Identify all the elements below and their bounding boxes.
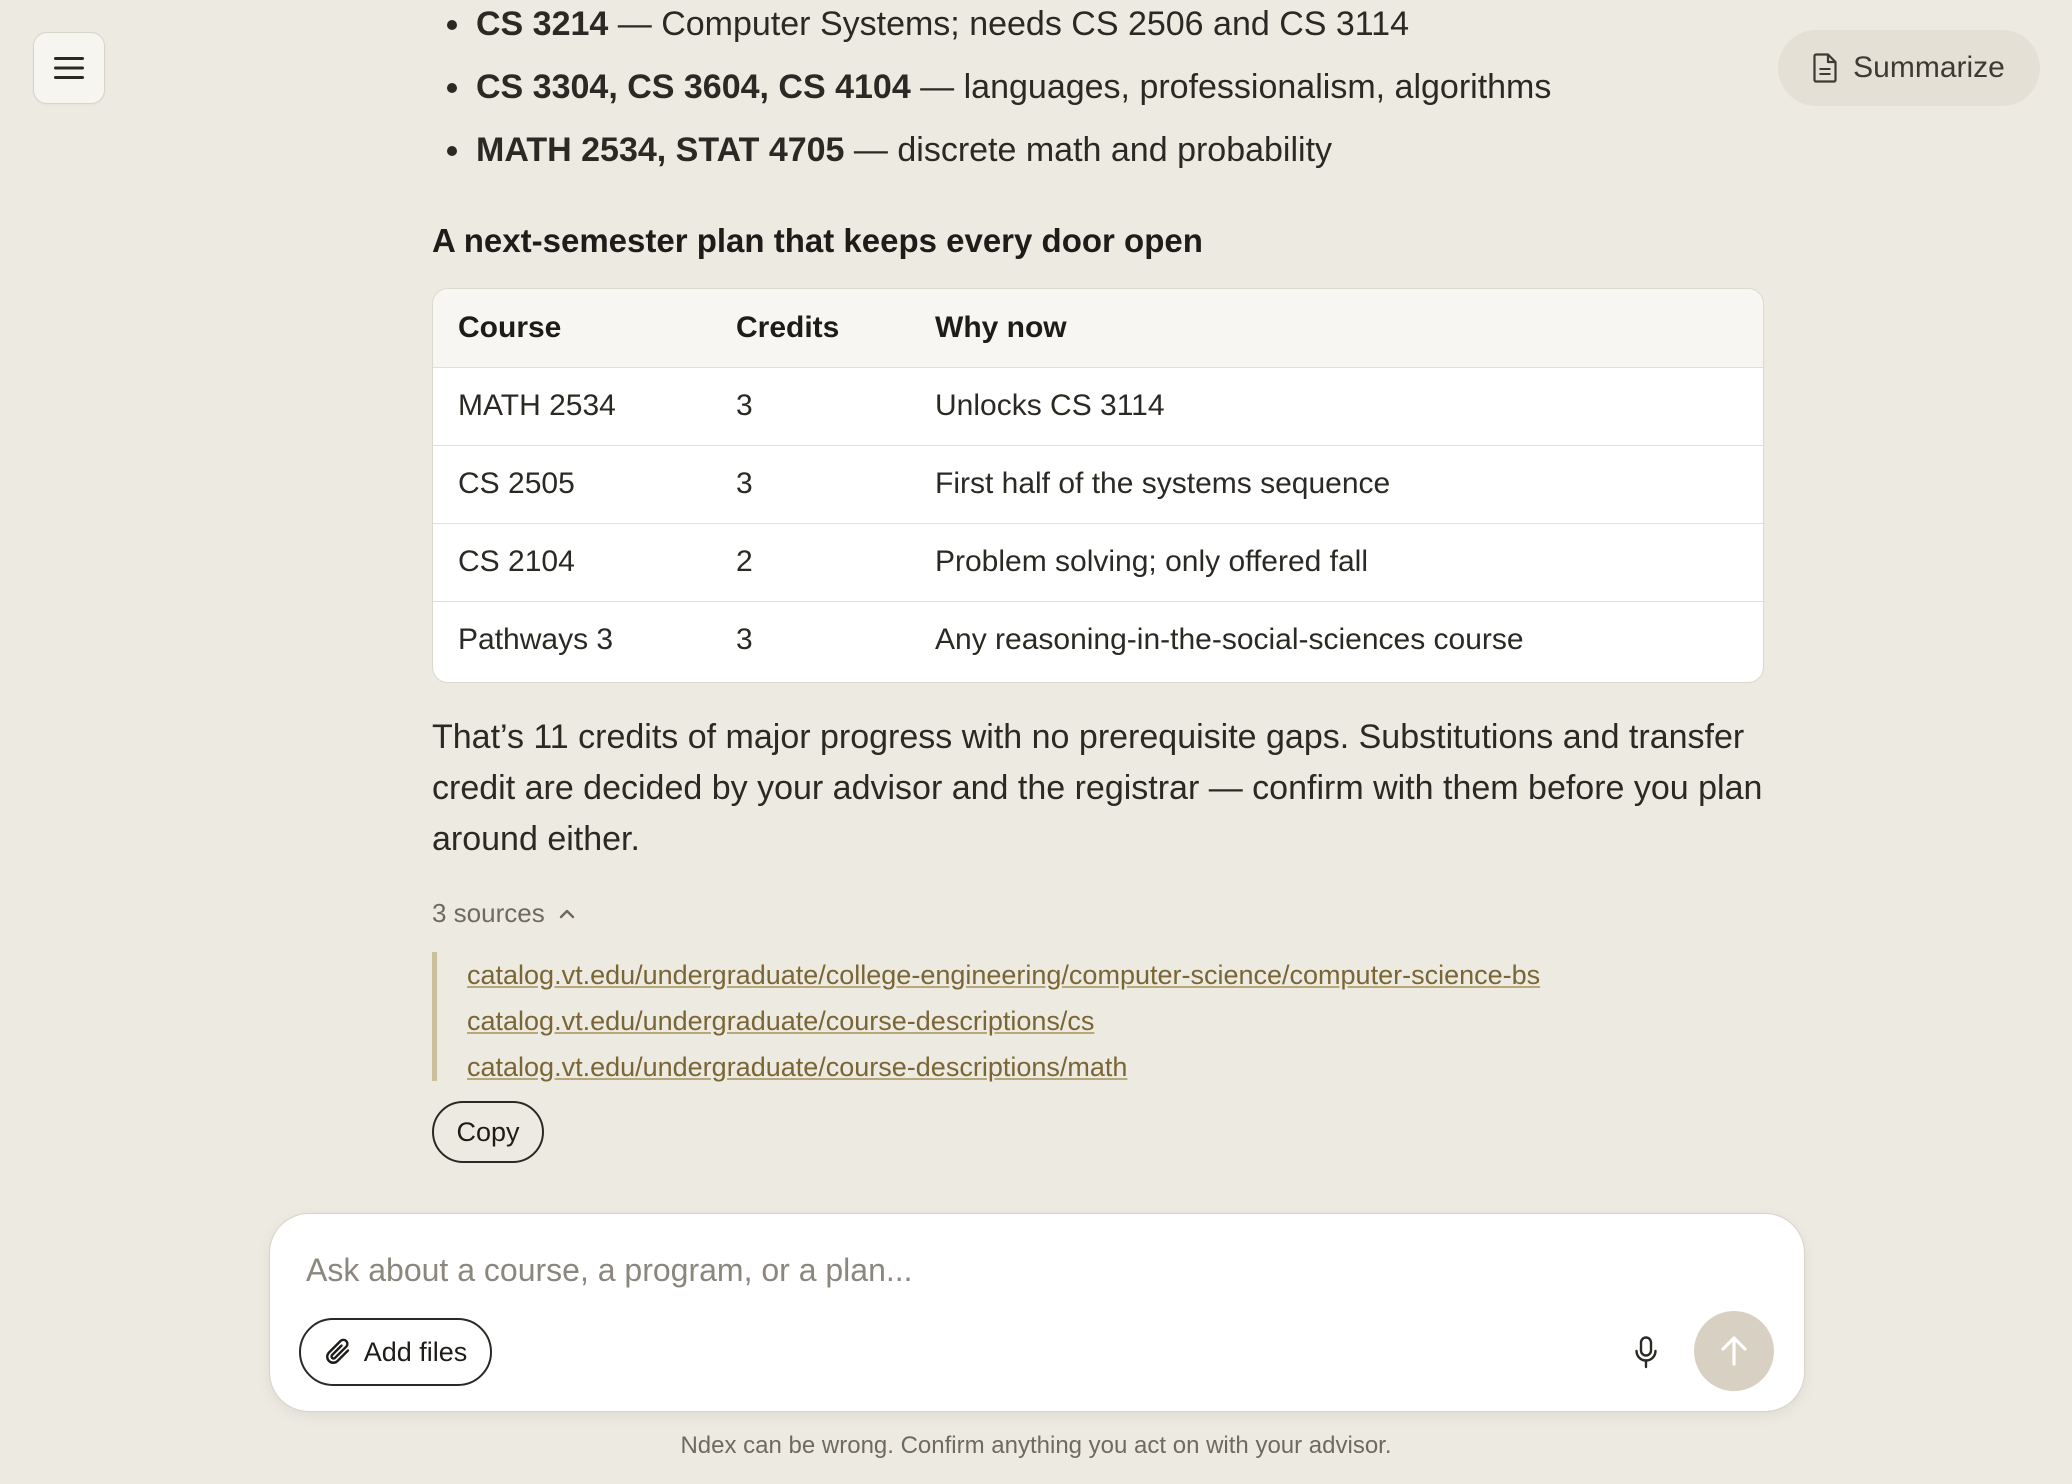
sources-toggle[interactable]	[432, 898, 575, 929]
cell-why: First half of the systems sequence	[910, 445, 1763, 523]
list-item-desc: — discrete math and probability	[844, 131, 1333, 169]
prompt-input[interactable]	[306, 1252, 1706, 1289]
composer	[269, 1213, 1805, 1412]
hamburger-menu-icon	[54, 56, 84, 80]
summary-paragraph: That’s 11 credits of major progress with no prerequisite gaps. Substitutions and transfer credit are decided by your advisor and the registrar — confirm with them before you plan around either.	[432, 718, 1763, 858]
source-link[interactable]: catalog.vt.edu/undergraduate/course-descriptions/cs	[467, 1006, 1095, 1036]
table-row	[433, 367, 1763, 445]
cell-credits: 3	[711, 601, 910, 679]
plan-table	[432, 288, 1764, 683]
list-item-courses: MATH 2534, STAT 4705	[476, 131, 845, 169]
add-files-button[interactable]	[299, 1318, 492, 1386]
source-link[interactable]: catalog.vt.edu/undergraduate/college-engineering/computer-science/computer-science-bs	[467, 960, 1541, 990]
summarize-label: Summarize	[1853, 51, 2005, 84]
list-item-desc: — languages, professionalism, algorithms	[910, 68, 1552, 106]
bullet-dot	[447, 20, 457, 30]
cell-course: MATH 2534	[433, 367, 711, 445]
table-header-row	[433, 289, 1763, 367]
cell-why: Any reasoning-in-the-social-sciences course	[910, 601, 1763, 679]
list-item-courses: CS 3214	[476, 5, 609, 43]
cell-course: CS 2505	[433, 445, 711, 523]
source-link[interactable]: catalog.vt.edu/undergraduate/course-descriptions/math	[467, 1052, 1128, 1082]
add-files-label: Add files	[363, 1336, 468, 1367]
bullet-dot	[447, 146, 457, 156]
summarize-button[interactable]	[1778, 30, 2040, 106]
copy-button[interactable]: Copy	[432, 1101, 544, 1163]
paperclip-icon	[324, 1337, 352, 1367]
cell-why: Problem solving; only offered fall	[910, 523, 1763, 601]
section-title: A next-semester plan that keeps every door open	[432, 222, 1203, 259]
bullet-dot	[447, 83, 457, 93]
list-item-desc: — Computer Systems; needs CS 2506 and CS 3114	[608, 5, 1410, 43]
cell-credits: 3	[711, 367, 910, 445]
menu-button[interactable]	[33, 32, 105, 104]
sources-toggle-label: 3 sources	[432, 898, 545, 928]
chevron-up-icon	[559, 909, 575, 919]
cell-credits: 3	[711, 445, 910, 523]
table-row	[433, 445, 1763, 523]
document-icon	[1813, 53, 1837, 83]
disclaimer: Ndex can be wrong. Confirm anything you act on with your advisor.	[680, 1432, 1392, 1459]
microphone-button[interactable]	[1626, 1331, 1666, 1375]
cell-course: CS 2104	[433, 523, 711, 601]
table-row	[433, 523, 1763, 601]
cell-why: Unlocks CS 3114	[910, 367, 1763, 445]
table-row	[433, 601, 1763, 679]
send-button[interactable]	[1694, 1311, 1774, 1391]
list-item-courses: CS 3304, CS 3604, CS 4104	[476, 68, 911, 106]
column-header-course: Course	[433, 289, 711, 367]
sources-list	[432, 952, 1540, 1081]
cell-credits: 2	[711, 523, 910, 601]
microphone-icon	[1634, 1336, 1658, 1370]
cell-course: Pathways 3	[433, 601, 711, 679]
arrow-up-icon	[1719, 1335, 1749, 1367]
column-header-why-now: Why now	[910, 289, 1763, 367]
column-header-credits: Credits	[711, 289, 910, 367]
